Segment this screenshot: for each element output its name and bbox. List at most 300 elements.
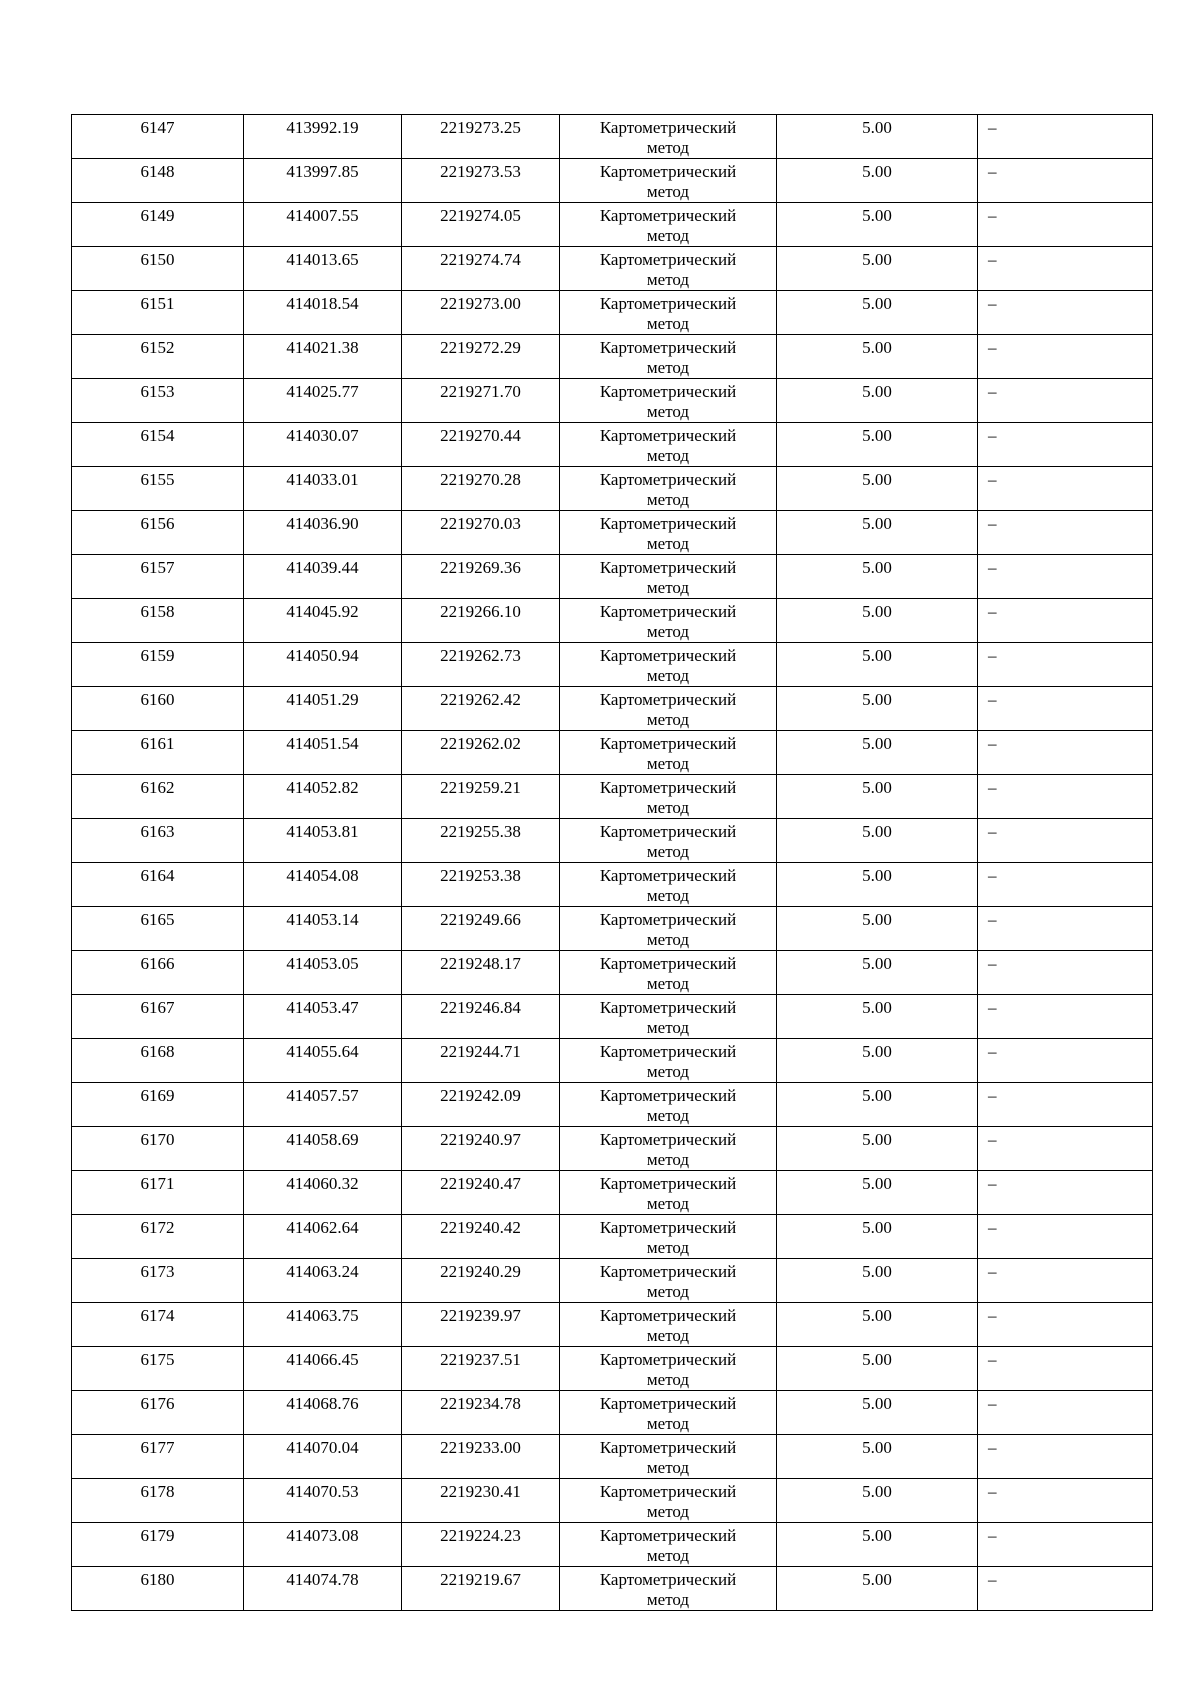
y-coordinate-cell: 2219273.25 — [402, 115, 560, 159]
method-line-2: метод — [646, 446, 690, 465]
point-number-cell: 6159 — [72, 643, 244, 687]
method-line-2: метод — [646, 1326, 690, 1345]
table-row — [72, 115, 1153, 159]
method-cell — [560, 951, 777, 995]
y-coordinate-cell: 2219224.23 — [402, 1523, 560, 1567]
x-coordinate-cell: 414054.08 — [244, 863, 402, 907]
table-row — [72, 819, 1153, 863]
method-line-1: Картометрический — [599, 1086, 737, 1105]
method-cell — [560, 687, 777, 731]
table-row — [72, 203, 1153, 247]
method-line-2: метод — [646, 182, 690, 201]
x-coordinate-cell: 414033.01 — [244, 467, 402, 511]
point-number-cell: 6168 — [72, 1039, 244, 1083]
table-row — [72, 775, 1153, 819]
x-coordinate-cell: 414052.82 — [244, 775, 402, 819]
method-line-1: Картометрический — [599, 602, 737, 621]
x-coordinate-cell: 414055.64 — [244, 1039, 402, 1083]
method-line-1: Картометрический — [599, 734, 737, 753]
method-line-1: Картометрический — [599, 118, 737, 137]
x-coordinate-cell: 414051.29 — [244, 687, 402, 731]
method-line-2: метод — [646, 622, 690, 641]
y-coordinate-cell: 2219262.42 — [402, 687, 560, 731]
y-coordinate-cell: 2219262.02 — [402, 731, 560, 775]
method-line-2: метод — [646, 1414, 690, 1433]
note-cell: – — [978, 907, 1153, 951]
method-line-2: метод — [646, 666, 690, 685]
y-coordinate-cell: 2219240.42 — [402, 1215, 560, 1259]
note-cell: – — [978, 115, 1153, 159]
point-number-cell: 6166 — [72, 951, 244, 995]
point-number-cell: 6150 — [72, 247, 244, 291]
table-row — [72, 907, 1153, 951]
point-number-cell: 6160 — [72, 687, 244, 731]
table-row — [72, 1435, 1153, 1479]
y-coordinate-cell: 2219274.05 — [402, 203, 560, 247]
table-row — [72, 511, 1153, 555]
method-line-2: метод — [646, 1502, 690, 1521]
method-cell — [560, 907, 777, 951]
x-coordinate-cell: 414058.69 — [244, 1127, 402, 1171]
method-cell — [560, 1083, 777, 1127]
method-cell — [560, 1391, 777, 1435]
table-row — [72, 1479, 1153, 1523]
note-cell: – — [978, 599, 1153, 643]
accuracy-cell: 5.00 — [777, 775, 978, 819]
method-line-2: метод — [646, 226, 690, 245]
table-row — [72, 1391, 1153, 1435]
x-coordinate-cell: 414051.54 — [244, 731, 402, 775]
accuracy-cell: 5.00 — [777, 995, 978, 1039]
method-cell — [560, 1523, 777, 1567]
method-line-1: Картометрический — [599, 558, 737, 577]
method-line-2: метод — [646, 974, 690, 993]
x-coordinate-cell: 414057.57 — [244, 1083, 402, 1127]
method-line-2: метод — [646, 930, 690, 949]
method-cell — [560, 775, 777, 819]
x-coordinate-cell: 414066.45 — [244, 1347, 402, 1391]
point-number-cell: 6165 — [72, 907, 244, 951]
note-cell: – — [978, 995, 1153, 1039]
method-line-1: Картометрический — [599, 1526, 737, 1545]
x-coordinate-cell: 414050.94 — [244, 643, 402, 687]
note-cell: – — [978, 775, 1153, 819]
table-row — [72, 687, 1153, 731]
accuracy-cell: 5.00 — [777, 1259, 978, 1303]
point-number-cell: 6153 — [72, 379, 244, 423]
method-line-2: метод — [646, 402, 690, 421]
y-coordinate-cell: 2219240.97 — [402, 1127, 560, 1171]
y-coordinate-cell: 2219249.66 — [402, 907, 560, 951]
point-number-cell: 6177 — [72, 1435, 244, 1479]
accuracy-cell: 5.00 — [777, 1435, 978, 1479]
table-row — [72, 1083, 1153, 1127]
y-coordinate-cell: 2219259.21 — [402, 775, 560, 819]
y-coordinate-cell: 2219244.71 — [402, 1039, 560, 1083]
table-row — [72, 643, 1153, 687]
method-line-2: метод — [646, 1106, 690, 1125]
x-coordinate-cell: 414074.78 — [244, 1567, 402, 1611]
y-coordinate-cell: 2219234.78 — [402, 1391, 560, 1435]
note-cell: – — [978, 423, 1153, 467]
y-coordinate-cell: 2219248.17 — [402, 951, 560, 995]
note-cell: – — [978, 1523, 1153, 1567]
point-number-cell: 6167 — [72, 995, 244, 1039]
point-number-cell: 6148 — [72, 159, 244, 203]
y-coordinate-cell: 2219274.74 — [402, 247, 560, 291]
x-coordinate-cell: 414039.44 — [244, 555, 402, 599]
method-line-1: Картометрический — [599, 646, 737, 665]
table-row — [72, 1347, 1153, 1391]
accuracy-cell: 5.00 — [777, 1347, 978, 1391]
accuracy-cell: 5.00 — [777, 643, 978, 687]
y-coordinate-cell: 2219240.29 — [402, 1259, 560, 1303]
table-row — [72, 1259, 1153, 1303]
table-row — [72, 1523, 1153, 1567]
note-cell: – — [978, 379, 1153, 423]
note-cell: – — [978, 819, 1153, 863]
method-line-2: метод — [646, 754, 690, 773]
method-line-2: метод — [646, 1282, 690, 1301]
method-cell — [560, 995, 777, 1039]
method-line-1: Картометрический — [599, 1130, 737, 1149]
x-coordinate-cell: 414007.55 — [244, 203, 402, 247]
x-coordinate-cell: 414030.07 — [244, 423, 402, 467]
point-number-cell: 6178 — [72, 1479, 244, 1523]
note-cell: – — [978, 247, 1153, 291]
point-number-cell: 6157 — [72, 555, 244, 599]
method-cell — [560, 1303, 777, 1347]
x-coordinate-cell: 414063.24 — [244, 1259, 402, 1303]
method-line-2: метод — [646, 710, 690, 729]
note-cell: – — [978, 1347, 1153, 1391]
accuracy-cell: 5.00 — [777, 1567, 978, 1611]
y-coordinate-cell: 2219272.29 — [402, 335, 560, 379]
table-row — [72, 379, 1153, 423]
coordinates-table-body — [72, 115, 1153, 1611]
method-cell — [560, 1215, 777, 1259]
point-number-cell: 6163 — [72, 819, 244, 863]
table-row — [72, 1171, 1153, 1215]
x-coordinate-cell: 414045.92 — [244, 599, 402, 643]
x-coordinate-cell: 414053.47 — [244, 995, 402, 1039]
table-row — [72, 335, 1153, 379]
method-line-1: Картометрический — [599, 206, 737, 225]
y-coordinate-cell: 2219246.84 — [402, 995, 560, 1039]
note-cell: – — [978, 159, 1153, 203]
note-cell: – — [978, 1083, 1153, 1127]
method-cell — [560, 1039, 777, 1083]
x-coordinate-cell: 414073.08 — [244, 1523, 402, 1567]
y-coordinate-cell: 2219269.36 — [402, 555, 560, 599]
method-cell — [560, 1479, 777, 1523]
table-row — [72, 863, 1153, 907]
method-cell — [560, 115, 777, 159]
accuracy-cell: 5.00 — [777, 379, 978, 423]
x-coordinate-cell: 414013.65 — [244, 247, 402, 291]
note-cell: – — [978, 291, 1153, 335]
method-cell — [560, 819, 777, 863]
point-number-cell: 6169 — [72, 1083, 244, 1127]
note-cell: – — [978, 203, 1153, 247]
table-row — [72, 1215, 1153, 1259]
note-cell: – — [978, 687, 1153, 731]
note-cell: – — [978, 1479, 1153, 1523]
method-cell — [560, 335, 777, 379]
method-line-1: Картометрический — [599, 954, 737, 973]
method-line-2: метод — [646, 490, 690, 509]
note-cell: – — [978, 863, 1153, 907]
note-cell: – — [978, 1215, 1153, 1259]
accuracy-cell: 5.00 — [777, 335, 978, 379]
table-row — [72, 1567, 1153, 1611]
note-cell: – — [978, 1303, 1153, 1347]
point-number-cell: 6175 — [72, 1347, 244, 1391]
method-line-2: метод — [646, 842, 690, 861]
note-cell: – — [978, 951, 1153, 995]
method-cell — [560, 555, 777, 599]
accuracy-cell: 5.00 — [777, 1391, 978, 1435]
note-cell: – — [978, 1039, 1153, 1083]
point-number-cell: 6173 — [72, 1259, 244, 1303]
method-cell — [560, 599, 777, 643]
y-coordinate-cell: 2219230.41 — [402, 1479, 560, 1523]
y-coordinate-cell: 2219239.97 — [402, 1303, 560, 1347]
y-coordinate-cell: 2219240.47 — [402, 1171, 560, 1215]
method-line-2: метод — [646, 1062, 690, 1081]
table-row — [72, 555, 1153, 599]
method-cell — [560, 863, 777, 907]
method-line-1: Картометрический — [599, 1570, 737, 1589]
table-row — [72, 467, 1153, 511]
x-coordinate-cell: 414070.04 — [244, 1435, 402, 1479]
accuracy-cell: 5.00 — [777, 115, 978, 159]
method-cell — [560, 1347, 777, 1391]
method-line-1: Картометрический — [599, 1042, 737, 1061]
x-coordinate-cell: 413997.85 — [244, 159, 402, 203]
note-cell: – — [978, 1567, 1153, 1611]
x-coordinate-cell: 414036.90 — [244, 511, 402, 555]
method-line-1: Картометрический — [599, 514, 737, 533]
method-line-1: Картометрический — [599, 470, 737, 489]
accuracy-cell: 5.00 — [777, 863, 978, 907]
method-line-1: Картометрический — [599, 1306, 737, 1325]
table-row — [72, 423, 1153, 467]
accuracy-cell: 5.00 — [777, 1523, 978, 1567]
x-coordinate-cell: 414068.76 — [244, 1391, 402, 1435]
method-line-1: Картометрический — [599, 426, 737, 445]
method-line-1: Картометрический — [599, 910, 737, 929]
method-line-2: метод — [646, 138, 690, 157]
point-number-cell: 6158 — [72, 599, 244, 643]
table-row — [72, 599, 1153, 643]
method-line-1: Картометрический — [599, 690, 737, 709]
method-line-1: Картометрический — [599, 338, 737, 357]
accuracy-cell: 5.00 — [777, 687, 978, 731]
method-line-2: метод — [646, 886, 690, 905]
x-coordinate-cell: 414021.38 — [244, 335, 402, 379]
point-number-cell: 6162 — [72, 775, 244, 819]
method-line-2: метод — [646, 314, 690, 333]
note-cell: – — [978, 1259, 1153, 1303]
method-cell — [560, 511, 777, 555]
point-number-cell: 6170 — [72, 1127, 244, 1171]
y-coordinate-cell: 2219271.70 — [402, 379, 560, 423]
method-cell — [560, 1171, 777, 1215]
method-cell — [560, 1127, 777, 1171]
method-cell — [560, 203, 777, 247]
y-coordinate-cell: 2219233.00 — [402, 1435, 560, 1479]
method-cell — [560, 643, 777, 687]
method-line-2: метод — [646, 1018, 690, 1037]
method-cell — [560, 1567, 777, 1611]
note-cell: – — [978, 555, 1153, 599]
method-line-1: Картометрический — [599, 866, 737, 885]
method-line-2: метод — [646, 1590, 690, 1609]
y-coordinate-cell: 2219255.38 — [402, 819, 560, 863]
note-cell: – — [978, 511, 1153, 555]
y-coordinate-cell: 2219253.38 — [402, 863, 560, 907]
point-number-cell: 6152 — [72, 335, 244, 379]
y-coordinate-cell: 2219273.53 — [402, 159, 560, 203]
method-line-1: Картометрический — [599, 382, 737, 401]
method-line-1: Картометрический — [599, 1438, 737, 1457]
method-line-1: Картометрический — [599, 1218, 737, 1237]
note-cell: – — [978, 1391, 1153, 1435]
method-line-1: Картометрический — [599, 1482, 737, 1501]
point-number-cell: 6161 — [72, 731, 244, 775]
coordinates-table — [71, 114, 1153, 1611]
method-cell — [560, 247, 777, 291]
method-cell — [560, 291, 777, 335]
method-cell — [560, 731, 777, 775]
point-number-cell: 6172 — [72, 1215, 244, 1259]
accuracy-cell: 5.00 — [777, 511, 978, 555]
x-coordinate-cell: 414063.75 — [244, 1303, 402, 1347]
accuracy-cell: 5.00 — [777, 247, 978, 291]
point-number-cell: 6156 — [72, 511, 244, 555]
method-line-1: Картометрический — [599, 998, 737, 1017]
method-line-1: Картометрический — [599, 1394, 737, 1413]
y-coordinate-cell: 2219273.00 — [402, 291, 560, 335]
x-coordinate-cell: 414060.32 — [244, 1171, 402, 1215]
x-coordinate-cell: 414053.14 — [244, 907, 402, 951]
accuracy-cell: 5.00 — [777, 1479, 978, 1523]
point-number-cell: 6151 — [72, 291, 244, 335]
point-number-cell: 6176 — [72, 1391, 244, 1435]
method-line-2: метод — [646, 578, 690, 597]
y-coordinate-cell: 2219270.44 — [402, 423, 560, 467]
accuracy-cell: 5.00 — [777, 1127, 978, 1171]
accuracy-cell: 5.00 — [777, 819, 978, 863]
note-cell: – — [978, 467, 1153, 511]
y-coordinate-cell: 2219237.51 — [402, 1347, 560, 1391]
accuracy-cell: 5.00 — [777, 907, 978, 951]
note-cell: – — [978, 643, 1153, 687]
point-number-cell: 6174 — [72, 1303, 244, 1347]
y-coordinate-cell: 2219219.67 — [402, 1567, 560, 1611]
x-coordinate-cell: 414053.05 — [244, 951, 402, 995]
y-coordinate-cell: 2219242.09 — [402, 1083, 560, 1127]
method-line-2: метод — [646, 1150, 690, 1169]
accuracy-cell: 5.00 — [777, 555, 978, 599]
x-coordinate-cell: 413992.19 — [244, 115, 402, 159]
method-line-1: Картометрический — [599, 778, 737, 797]
note-cell: – — [978, 1171, 1153, 1215]
method-line-2: метод — [646, 1238, 690, 1257]
method-line-2: метод — [646, 270, 690, 289]
point-number-cell: 6179 — [72, 1523, 244, 1567]
accuracy-cell: 5.00 — [777, 1303, 978, 1347]
x-coordinate-cell: 414053.81 — [244, 819, 402, 863]
table-row — [72, 731, 1153, 775]
x-coordinate-cell: 414025.77 — [244, 379, 402, 423]
method-line-1: Картометрический — [599, 294, 737, 313]
method-line-1: Картометрический — [599, 1262, 737, 1281]
y-coordinate-cell: 2219266.10 — [402, 599, 560, 643]
x-coordinate-cell: 414018.54 — [244, 291, 402, 335]
method-cell — [560, 159, 777, 203]
table-row — [72, 1127, 1153, 1171]
accuracy-cell: 5.00 — [777, 1171, 978, 1215]
method-line-2: метод — [646, 798, 690, 817]
table-row — [72, 159, 1153, 203]
x-coordinate-cell: 414070.53 — [244, 1479, 402, 1523]
y-coordinate-cell: 2219262.73 — [402, 643, 560, 687]
method-cell — [560, 1259, 777, 1303]
accuracy-cell: 5.00 — [777, 291, 978, 335]
method-cell — [560, 379, 777, 423]
accuracy-cell: 5.00 — [777, 1083, 978, 1127]
point-number-cell: 6154 — [72, 423, 244, 467]
accuracy-cell: 5.00 — [777, 731, 978, 775]
y-coordinate-cell: 2219270.03 — [402, 511, 560, 555]
point-number-cell: 6180 — [72, 1567, 244, 1611]
point-number-cell: 6149 — [72, 203, 244, 247]
method-line-2: метод — [646, 1458, 690, 1477]
point-number-cell: 6171 — [72, 1171, 244, 1215]
accuracy-cell: 5.00 — [777, 951, 978, 995]
x-coordinate-cell: 414062.64 — [244, 1215, 402, 1259]
point-number-cell: 6147 — [72, 115, 244, 159]
method-line-2: метод — [646, 358, 690, 377]
accuracy-cell: 5.00 — [777, 203, 978, 247]
note-cell: – — [978, 1435, 1153, 1479]
method-line-2: метод — [646, 1194, 690, 1213]
accuracy-cell: 5.00 — [777, 159, 978, 203]
method-line-2: метод — [646, 1546, 690, 1565]
table-row — [72, 995, 1153, 1039]
method-line-1: Картометрический — [599, 162, 737, 181]
table-row — [72, 951, 1153, 995]
method-line-2: метод — [646, 1370, 690, 1389]
note-cell: – — [978, 1127, 1153, 1171]
method-cell — [560, 1435, 777, 1479]
note-cell: – — [978, 335, 1153, 379]
point-number-cell: 6164 — [72, 863, 244, 907]
method-cell — [560, 423, 777, 467]
table-row — [72, 247, 1153, 291]
accuracy-cell: 5.00 — [777, 467, 978, 511]
accuracy-cell: 5.00 — [777, 1039, 978, 1083]
method-line-2: метод — [646, 534, 690, 553]
table-row — [72, 1303, 1153, 1347]
method-cell — [560, 467, 777, 511]
method-line-1: Картометрический — [599, 1350, 737, 1369]
accuracy-cell: 5.00 — [777, 423, 978, 467]
method-line-1: Картометрический — [599, 250, 737, 269]
accuracy-cell: 5.00 — [777, 1215, 978, 1259]
